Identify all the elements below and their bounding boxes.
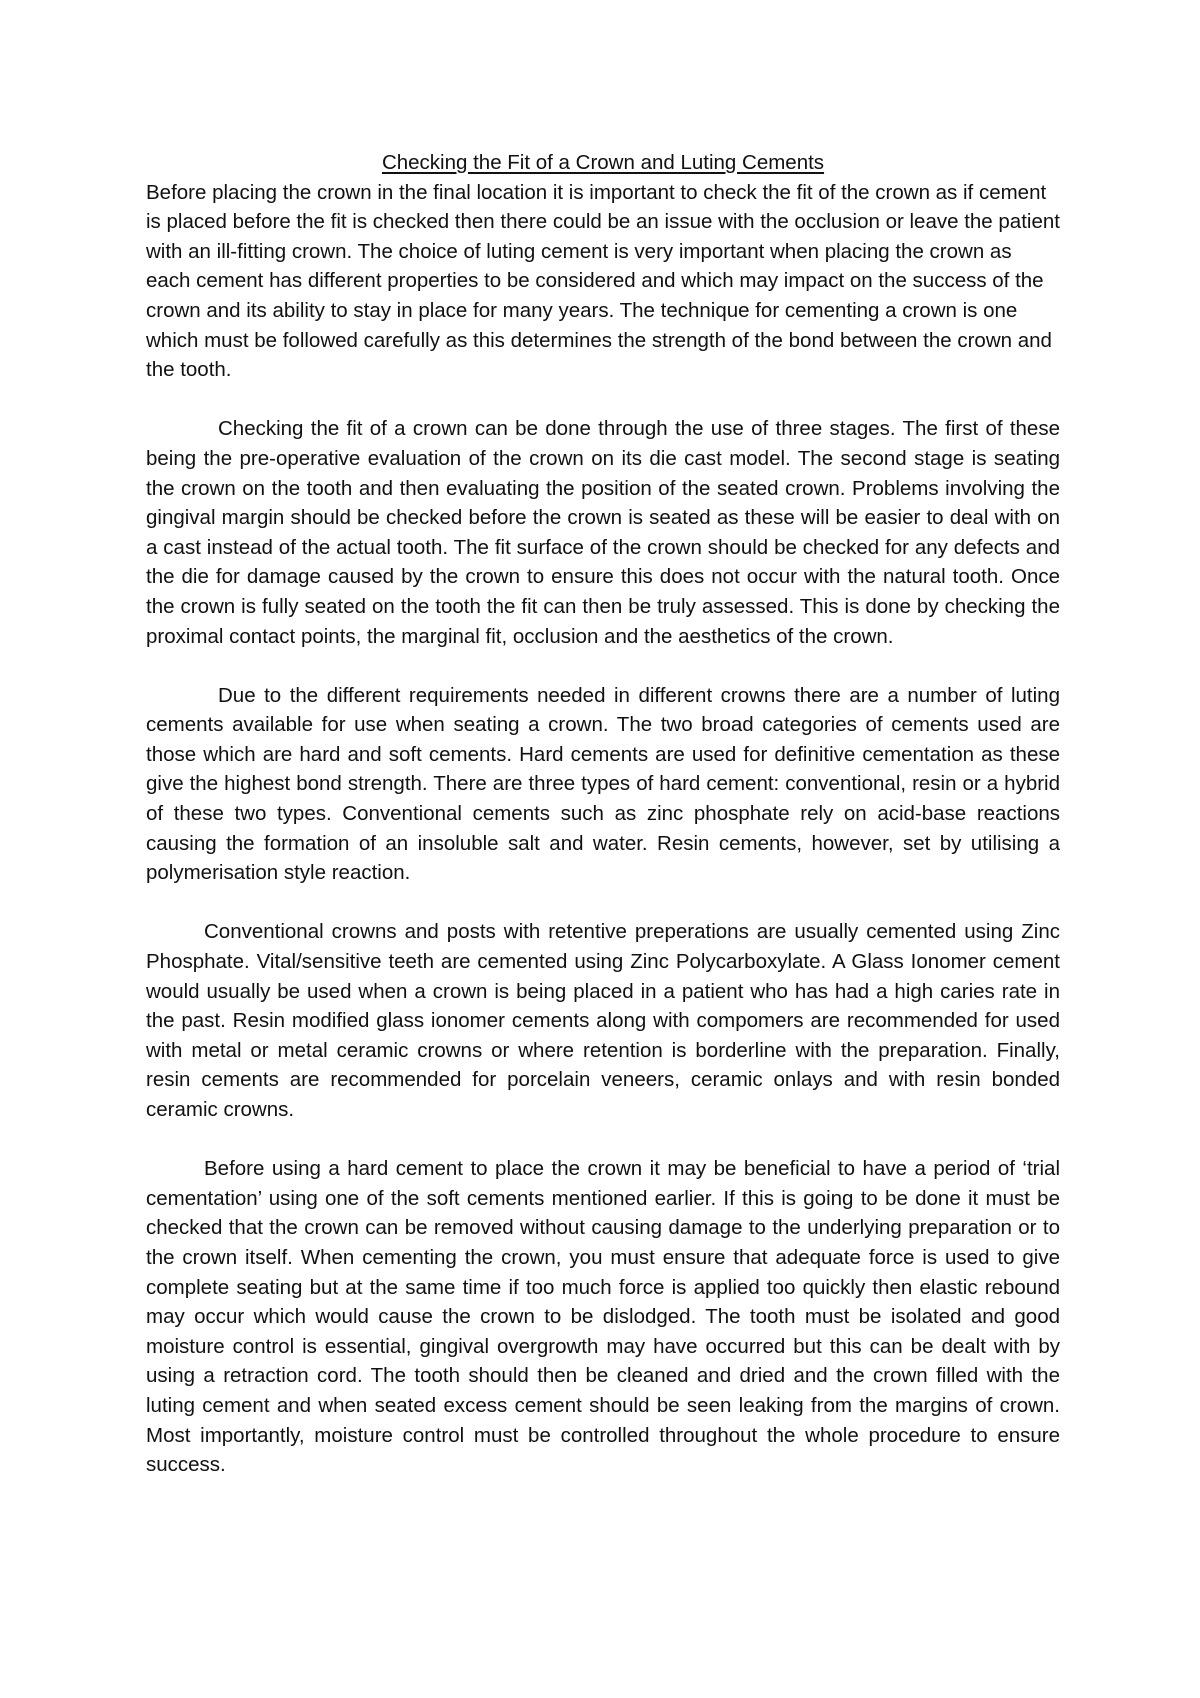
document-title: Checking the Fit of a Crown and Luting Cements: [381, 151, 825, 174]
document-body: [146, 148, 1060, 1480]
paragraph-introduction: Before placing the crown in the final location it is important to check the fit of the crown as if cement is placed before the fit is checked then there could be an issue with the occlusion or leave the patient with an ill-fitting crown. The choice of luting cement is very important when placing the crown as each cement has different properties to be considered and which may impact on the success of the crown and its ability to stay in place for many years. The technique for cementing a crown is one which must be followed carefully as this determines the strength of the bond between the crown and the tooth.: [146, 180, 1060, 382]
paragraph-checking-fit: Checking the fit of a crown can be done through the use of three stages. The first of these being the pre-operative evaluation of the crown on its die cast model. The second stage is seating the crown on the tooth and then evaluating the position of the seated crown. Problems involving the gingival margin should be checked before the crown is seated as these will be easier to deal with on a cast instead of the actual tooth. The fit surface of the crown should be checked for any defects and the die for damage caused by the crown to ensure this does not occur with the natural tooth. Once the crown is fully seated on the tooth the fit can then be truly assessed. This is done by checking the proximal contact points, the marginal fit, occlusion and the aesthetics of the crown.: [146, 417, 1060, 648]
paragraph-luting-cements: Due to the different requirements needed in different crowns there are a number of luting cements available for use when seating a crown. The two broad categories of cements used are those which are hard and soft cements. Hard cements are used for definitive cementation as these give the highest bond strength. There are three types of hard cement: conventional, resin or a hybrid of these two types. Conventional cements such as zinc phosphate rely on acid-base reactions causing the formation of an insoluble salt and water. Resin cements, however, set by utilising a polymerisation style reaction.: [146, 683, 1060, 885]
paragraph-cementation-procedure: Before using a hard cement to place the crown it may be beneficial to have a period of ‘trial cementation’ using one of the soft cements mentioned earlier. If this is going to be done it must be checked that the crown can be removed without causing damage to the underlying preparation or to the crown itself. When cementing the crown, you must ensure that adequate force is used to give complete seating but at the same time if too much force is applied too quickly then elastic rebound may occur which would cause the crown to be dislodged. The tooth must be isolated and good moisture control is essential, gingival overgrowth may have occurred but this can be dealt with by using a retraction cord. The tooth should then be cleaned and dried and the crown filled with the luting cement and when seated excess cement should be seen leaking from the margins of crown. Most importantly, moisture control must be controlled throughout the whole procedure to ensure success.: [146, 1157, 1060, 1477]
paragraph-cement-selection: Conventional crowns and posts with retentive preperations are usually cemented using Zinc Phosphate. Vital/sensitive teeth are cemented using Zinc Polycarboxylate. A Glass Ionomer cement would usually be used when a crown is being placed in a patient who has had a high caries rate in the past. Resin modified glass ionomer cements along with compomers are recommended for used with metal or metal ceramic crowns or where retention is borderline with the preparation. Finally, resin cements are recommended for porcelain veneers, ceramic onlays and with resin bonded ceramic crowns.: [146, 920, 1060, 1121]
